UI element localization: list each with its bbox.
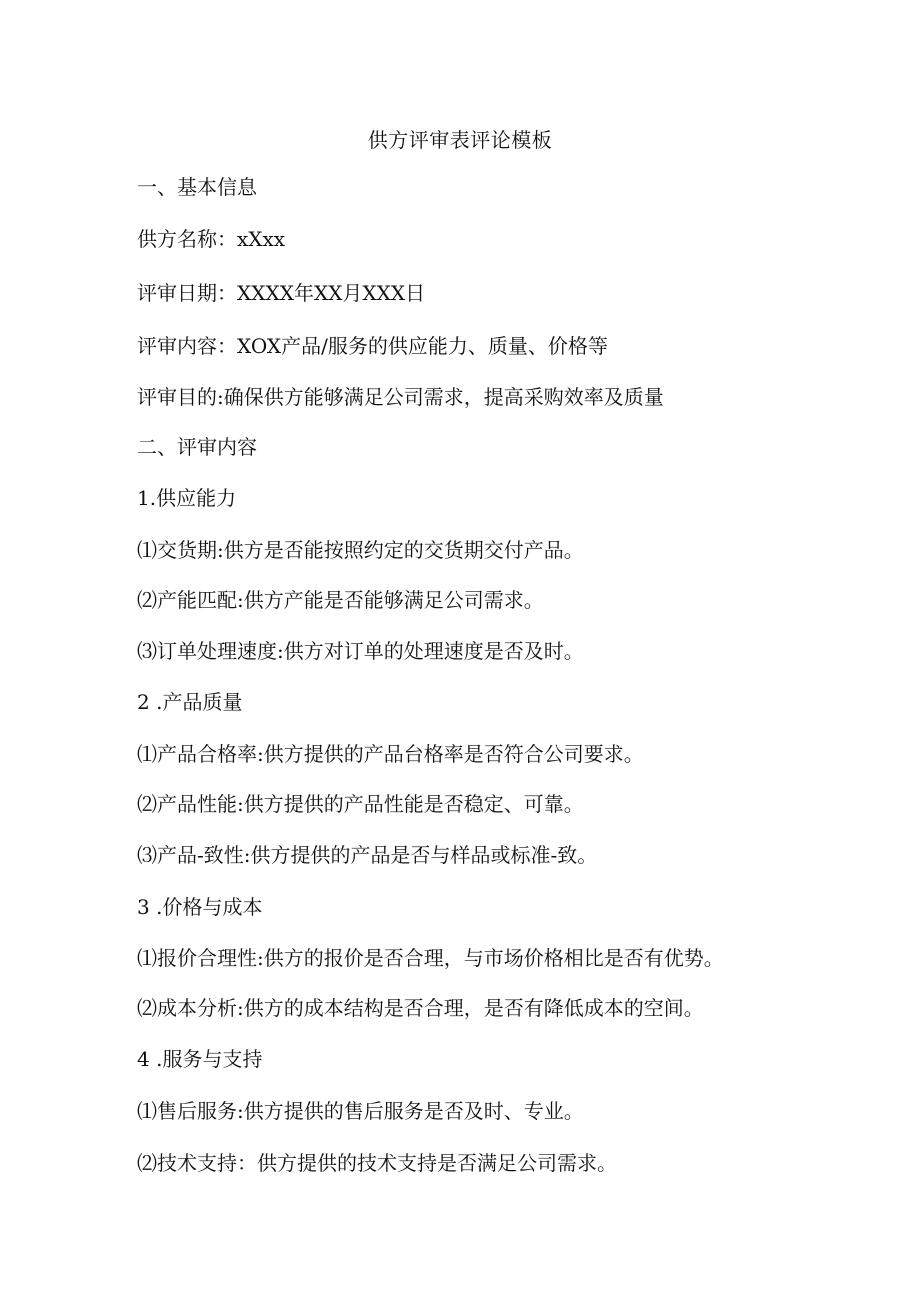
supplier-name-line: 供方名称：xXxx [137,227,286,251]
review-content-line: 评审内容：XOX产品/服务的供应能力、质量、价格等 [137,334,608,358]
section-heading-review-content: 二、评审内容 [137,435,257,459]
list-item-order-speed: ⑶订单处理速度:供方对订单的处理速度是否及时。 [137,639,584,663]
list-item-after-sales: ⑴售后服务:供方提供的售后服务是否及时、专业。 [137,1099,584,1123]
list-item-delivery: ⑴交货期:供方是否能按照约定的交货期交付产品。 [137,538,584,562]
subsection-price-cost: 3 .价格与成本 [137,895,263,919]
subsection-product-quality: 2 .产品质量 [137,690,243,714]
list-item-consistency: ⑶产品-致性:供方提供的产品是否与样品或标准-致。 [137,843,598,867]
list-item-quote: ⑴报价合理性:供方的报价是否合理，与市场价格相比是否有优势。 [137,946,724,970]
list-item-capacity: ⑵产能匹配:供方产能是否能够满足公司需求。 [137,588,544,612]
subsection-supply-capability: 1.供应能力 [137,486,237,510]
list-item-pass-rate: ⑴产品合格率:供方提供的产品台格率是否符合公司要求。 [137,742,644,766]
list-item-performance: ⑵产品性能:供方提供的产品性能是否稳定、可靠。 [137,792,584,816]
document-title: 供方评审表评论模板 [367,128,553,152]
list-item-cost-analysis: ⑵成本分析:供方的成本结构是否合理，是否有降低成本的空间。 [137,996,704,1020]
review-purpose-line: 评审目的:确保供方能够满足公司需求，提高采购效率及质量 [137,385,664,409]
subsection-service-support: 4 .服务与支持 [137,1047,263,1071]
section-heading-basic-info: 一、基本信息 [137,175,257,199]
review-date-line: 评审日期：XXXX年XX月XXX日 [137,281,426,305]
list-item-tech-support: ⑵技术支持：供方提供的技术支持是否满足公司需求。 [137,1151,617,1175]
